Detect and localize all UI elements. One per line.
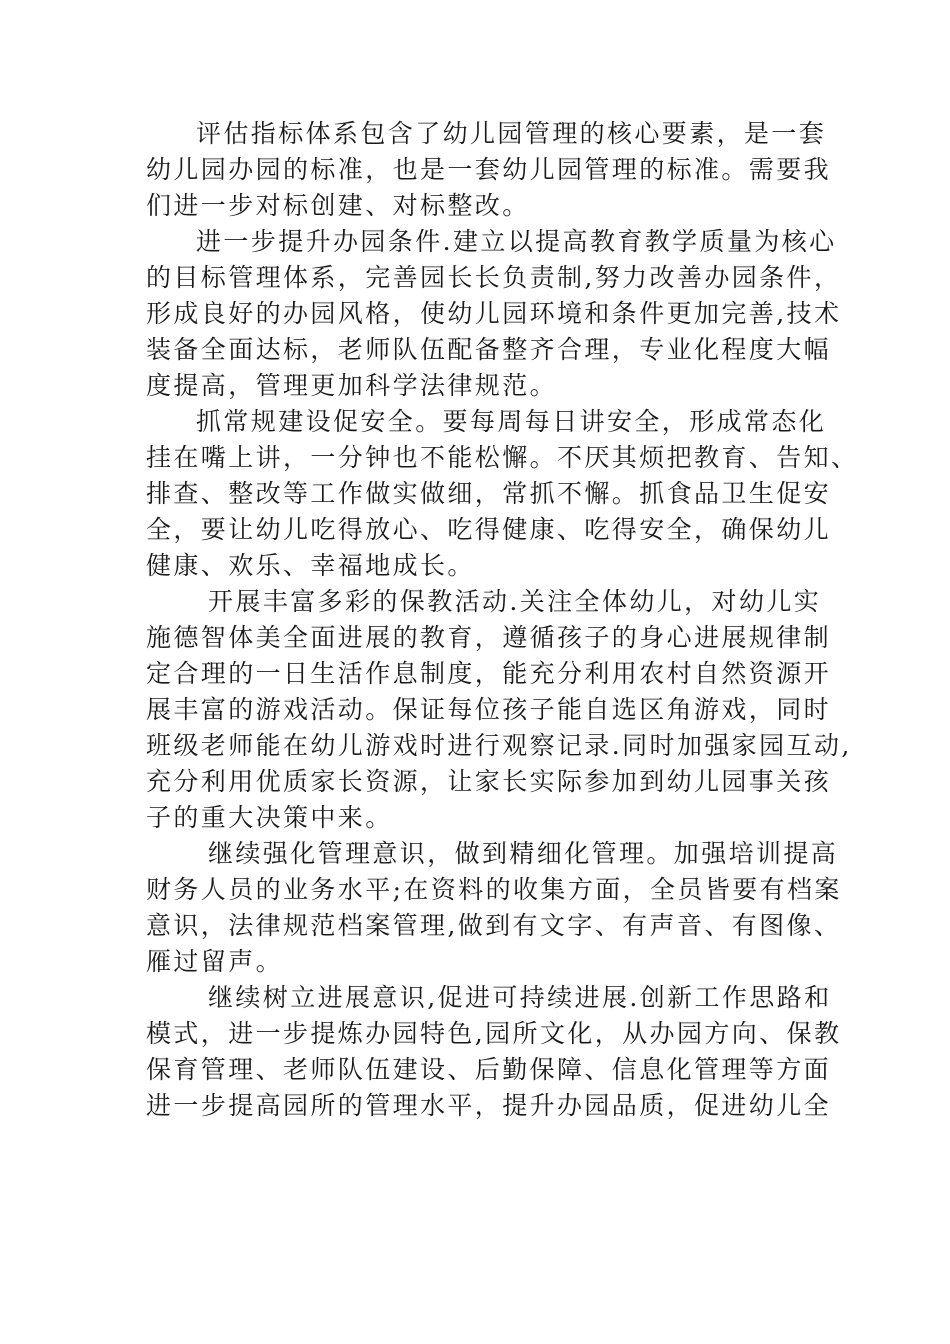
paragraph-5	[146, 836, 842, 980]
text-line: 抓常规建设促安全。要每周每日讲安全，形成常态化	[196, 407, 827, 436]
text-line: 健康、欢乐、幸福地成长。	[146, 551, 475, 580]
paragraph-4	[146, 584, 852, 836]
text-line: 形成良好的办园风格，使幼儿园环境和条件更加完善,技术	[146, 299, 842, 328]
text-line: 定合理的一日生活作息制度，能充分利用农村自然资源开	[146, 659, 832, 688]
paragraph-6	[146, 980, 842, 1124]
text-line: 展丰富的游戏活动。保证每位孩子能自选区角游戏，同时	[146, 695, 832, 724]
text-line: 排查、整改等工作做实做细，常抓不懈。抓食品卫生促安	[146, 479, 832, 508]
text-line: 雁过留声。	[146, 947, 284, 976]
text-line: 充分利用优质家长资源，让家长实际参加到幼儿园事关孩	[146, 767, 832, 796]
paragraph-3	[146, 404, 859, 584]
text-line: 全，要让幼儿吃得放心、吃得健康、吃得安全，确保幼儿	[146, 515, 832, 544]
text-line: 模式，进一步提炼办园特色,园所文化，从办园方向、保教	[146, 1019, 842, 1048]
text-line: 财务人员的业务水平;在资料的收集方面，全员皆要有档案	[146, 875, 842, 904]
text-line: 施德智体美全面进展的教育，遵循孩子的身心进展规律制	[146, 623, 832, 652]
text-line: 评估指标体系包含了幼儿园管理的核心要素，是一套	[196, 119, 827, 148]
text-line: 们进一步对标创建、对标整改。	[146, 191, 530, 220]
text-line: 进一步提升办园条件.建立以提高教育教学质量为核心	[196, 227, 837, 256]
text-line: 继续强化管理意识，做到精细化管理。加强培训提高	[208, 839, 839, 868]
paragraph-1	[146, 116, 832, 224]
text-line: 继续树立进展意识,促进可持续进展.创新工作思路和	[208, 983, 832, 1012]
text-line: 开展丰富多彩的保教活动.关注全体幼儿，对幼儿实	[208, 587, 822, 616]
text-line: 子的重大决策中来。	[146, 803, 393, 832]
text-line: 保育管理、老师队伍建设、后勤保障、信息化管理等方面	[146, 1055, 832, 1084]
text-line: 班级老师能在幼儿游戏时进行观察记录.同时加强家园互动,	[146, 731, 852, 760]
text-line: 度提高，管理更加科学法律规范。	[146, 371, 558, 400]
text-line: 意识，法律规范档案管理,做到有文字、有声音、有图像、	[146, 911, 842, 940]
text-line: 进一步提高园所的管理水平，提升办园品质，促进幼儿全	[146, 1091, 832, 1120]
text-line: 幼儿园办园的标准，也是一套幼儿园管理的标准。需要我	[146, 155, 832, 184]
text-line: 挂在嘴上讲，一分钟也不能松懈。不厌其烦把教育、告知、	[146, 443, 859, 472]
paragraph-2	[146, 224, 842, 404]
document-body	[146, 116, 859, 1124]
text-line: 的目标管理体系，完善园长长负责制,努力改善办园条件，	[146, 263, 842, 292]
text-line: 装备全面达标，老师队伍配备整齐合理，专业化程度大幅	[146, 335, 832, 364]
